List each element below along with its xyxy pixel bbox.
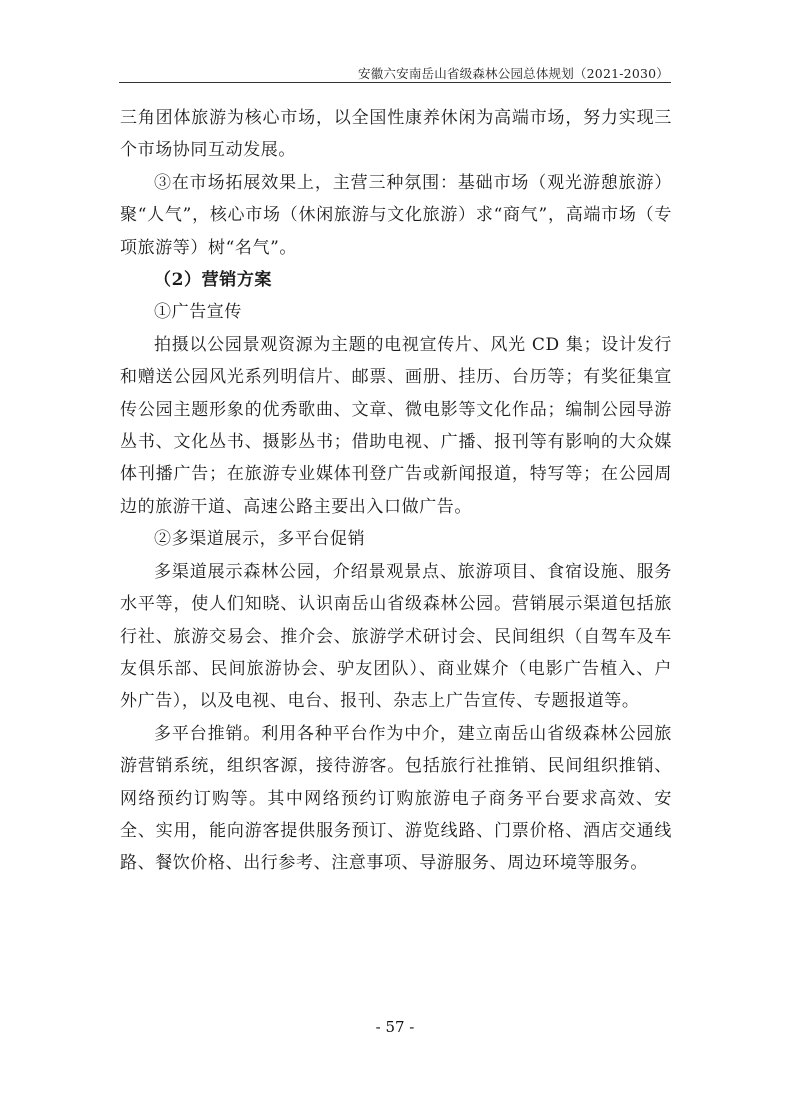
subheading-multichannel: ②多渠道展示，多平台促销 <box>154 529 366 550</box>
page-number: - 57 - <box>375 1018 415 1036</box>
running-header: 安徽六安南岳山省级森林公园总体规划（2021-2030） <box>358 66 669 81</box>
header-divider <box>119 82 671 83</box>
paragraph-multiplatform-sales: 多平台推销。利用各种平台作为中介，建立南岳山省级森林公园旅游营销系统，组织客源，接待游客。包括旅行社推销、民间组织推销、网络预约订购等。其中网络预约订购旅游电子商务平台要求高效、安全、实用，能向游客提供服务预订、游览线路、门票价格、酒店交通线路、餐饮价格、出行参考、注意事项、导游服务、周边环境等服务。 <box>120 723 672 874</box>
paragraph-market-expansion: ③在市场拓展效果上，主营三种氛围：基础市场（观光游憩旅游）聚“人气”，核心市场（休闲旅游与文化旅游）求“商气”，高端市场（专项旅游等）树“名气”。 <box>120 172 672 258</box>
page-body <box>120 102 672 880</box>
paragraph-advertising: 拍摄以公园景观资源为主题的电视宣传片、风光 CD 集；设计发行和赠送公园风光系列明信片、邮票、画册、挂历、台历等；有奖征集宣传公园主题形象的优秀歌曲、文章、微电影等文化作品；编制公园导游丛书、文化丛书、摄影丛书；借助电视、广播、报刊等有影响的大众媒体刊播广告；在旅游专业媒体刊登广告或新闻报道，特写等；在公园周边的旅游干道、高速公路主要出入口做广告。 <box>120 334 672 517</box>
paragraph-market-continuation: 三角团体旅游为核心市场，以全国性康养休闲为高端市场，努力实现三个市场协同互动发展。 <box>120 108 672 161</box>
section-heading-marketing-plan: （2）营销方案 <box>154 270 273 291</box>
subheading-advertising: ①广告宣传 <box>154 302 242 323</box>
paragraph-multichannel-display: 多渠道展示森林公园，介绍景观景点、旅游项目、食宿设施、服务水平等，使人们知晓、认识南岳山省级森林公园。营销展示渠道包括旅行社、旅游交易会、推介会、旅游学术研讨会、民间组织（自驾车及车友俱乐部、民间旅游协会、驴友团队）、商业媒介（电影广告植入、户外广告），以及电视、电台、报刊、杂志上广告宣传、专题报道等。 <box>120 561 672 712</box>
